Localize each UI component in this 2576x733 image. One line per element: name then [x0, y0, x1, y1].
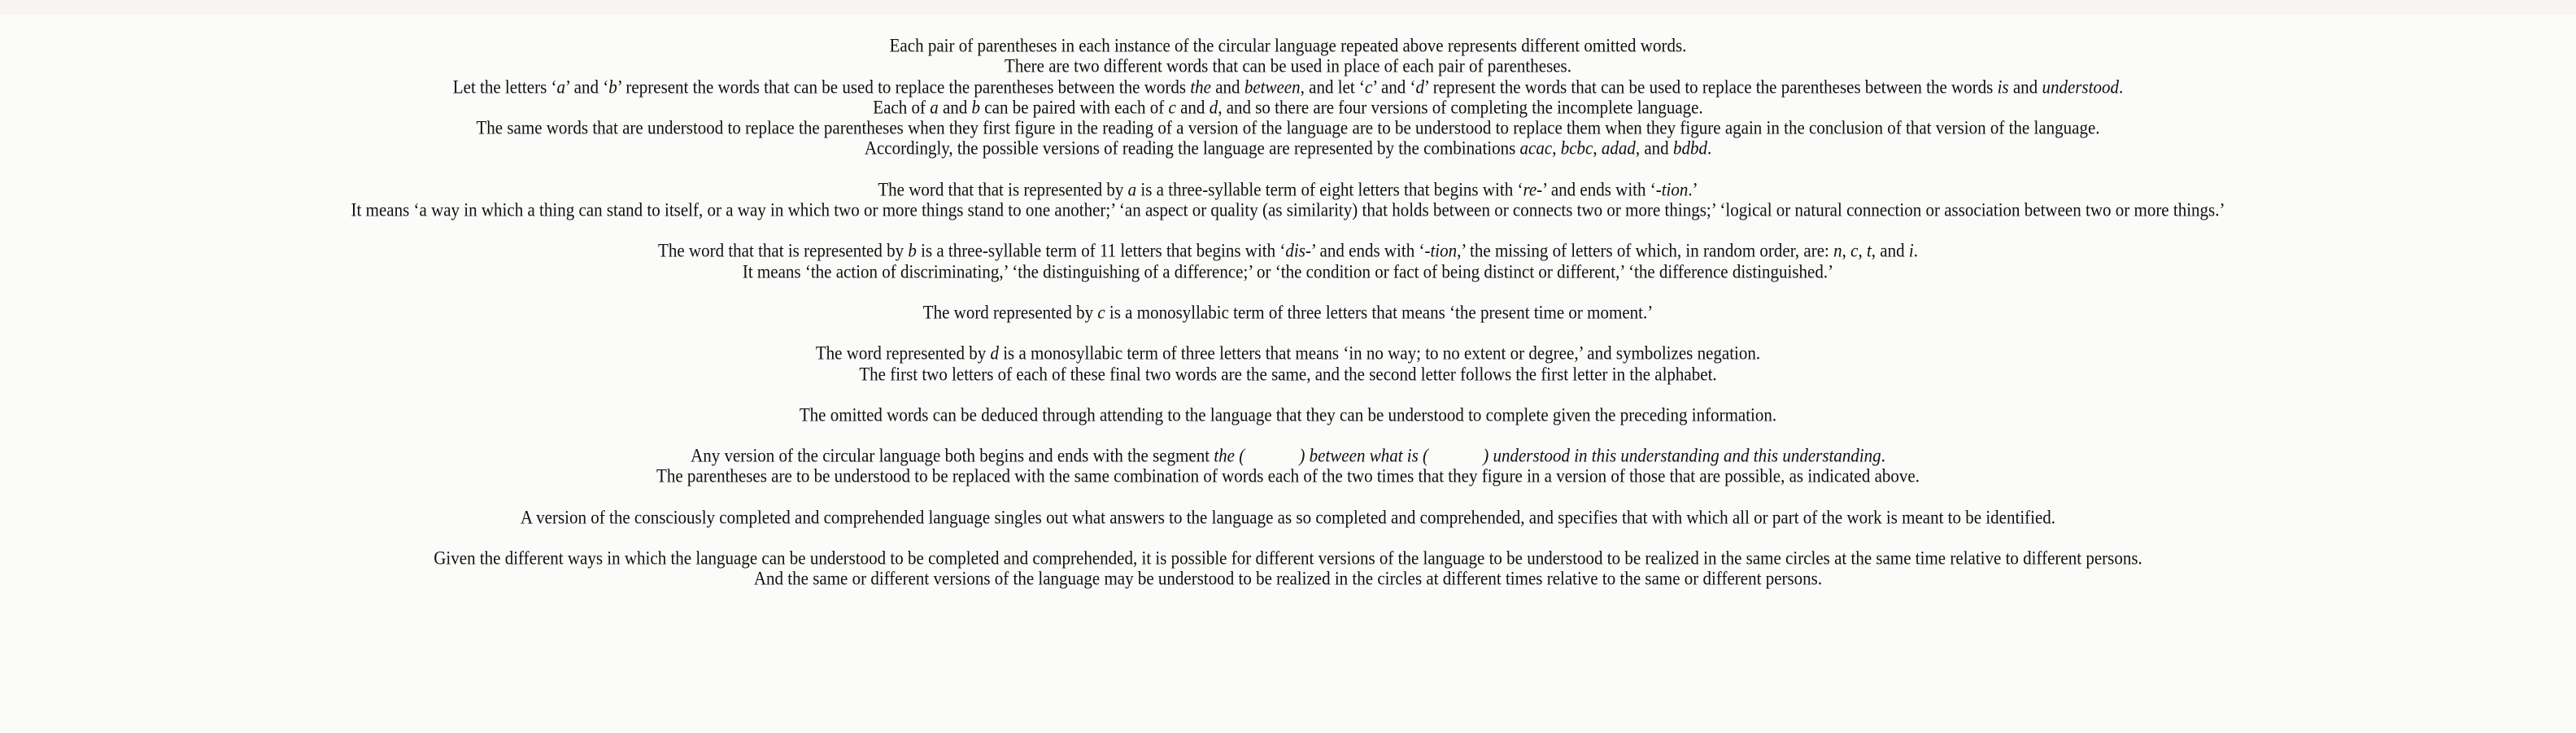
italic-text: n [1833, 240, 1842, 262]
italic-text: a [930, 96, 939, 118]
italic-text: c [1850, 240, 1859, 262]
text-segment: It means ‘a way in which a thing can stand to itself, or a way in which two or more things stand to one another;’ ‘an aspect or quality (as similarity) that holds between or connects two or more things;’ ‘logical or natural connection or association between two or more things.’ [351, 199, 2225, 220]
text-segment: , and so there are four versions of completing the incomplete language. [1218, 96, 1703, 118]
text-segment: and [938, 96, 972, 118]
paragraph [0, 36, 2576, 159]
text-segment: , and [1871, 240, 1909, 262]
text-segment: . [1706, 137, 1712, 159]
text-segment: The parentheses are to be understood to be replaced with the same combination of words each of the two times that they figure in a version of those that are possible, as indicated above. [656, 465, 1920, 487]
document-body [0, 36, 2576, 610]
text-segment: and [2008, 76, 2042, 98]
text-segment: .’ [1688, 178, 1698, 200]
text-segment: is a three-syllable term of 11 letters that begins with ‘ [916, 240, 1286, 262]
text-segment: , [1858, 240, 1867, 262]
text-segment: . [2118, 76, 2124, 98]
italic-text: re- [1523, 178, 1543, 200]
text-line [0, 465, 2576, 487]
text-segment: Given the different ways in which the language can be understood to be completed and comprehended, it is possible for different versions of the language to be understood to be realized in the same circles at the same time relative to different persons. [434, 548, 2142, 569]
text-line [0, 97, 2576, 119]
text-segment: A version of the consciously completed and comprehended language singles out what answers to the language as so completed and comprehended, and specifies that with which all or part of the work is meant to be identified. [520, 506, 2056, 528]
text-line [0, 302, 2576, 324]
text-line [0, 404, 2576, 426]
italic-text: -tion [1655, 178, 1689, 200]
text-segment: , and let ‘ [1300, 76, 1365, 98]
paragraph [0, 343, 2576, 385]
paragraph [0, 405, 2576, 425]
text-segment: and [1175, 96, 1210, 118]
text-segment: ’ and ‘ [1372, 76, 1416, 98]
text-line [0, 507, 2576, 529]
italic-text: ) between what is ( [1299, 445, 1429, 467]
text-segment: ’ represent the words that can be used to replace the parentheses between the words [617, 76, 1191, 98]
paragraph [0, 446, 2576, 487]
italic-text: dis- [1285, 240, 1311, 262]
italic-text: i [1908, 240, 1914, 262]
text-line [0, 568, 2576, 590]
text-line [0, 445, 2576, 467]
text-segment: ,’ the missing of letters of which, in random order, are: [1457, 240, 1834, 262]
italic-text: c [1168, 96, 1176, 118]
italic-text: d [1415, 76, 1425, 98]
paragraph [0, 241, 2576, 282]
italic-text: a [556, 76, 565, 98]
text-line [0, 261, 2576, 283]
text-line [0, 179, 2576, 201]
text-segment: The word that that is represented by [658, 240, 909, 262]
italic-text: ) understood in this understanding and this understanding [1483, 445, 1881, 467]
text-line [0, 240, 2576, 262]
paragraph [0, 303, 2576, 323]
paragraph [0, 180, 2576, 221]
text-line [0, 137, 2576, 159]
italic-text: b [908, 240, 917, 262]
italic-text: between [1244, 76, 1301, 98]
text-segment: The first two letters of each of these final two words are the same, and the second letter follows the first letter in the alphabet. [859, 363, 1717, 385]
text-segment: , [1552, 137, 1561, 159]
italic-text: b [608, 76, 617, 98]
text-line [0, 35, 2576, 57]
text-segment: Accordingly, the possible versions of reading the language are represented by the combinations [864, 137, 1520, 159]
text-segment: Each pair of parentheses in each instance of the circular language repeated above represents different omitted words. [889, 34, 1687, 56]
text-segment: is a three-syllable term of eight letters that begins with ‘ [1136, 178, 1523, 200]
text-segment: , [1593, 137, 1602, 159]
italic-text: -tion [1424, 240, 1458, 262]
italic-text: bcbc [1560, 137, 1593, 159]
text-segment: The omitted words can be deduced through attending to the language that they can be understood to complete given the preceding information. [799, 404, 1777, 425]
text-segment: Any version of the circular language both begins and ends with the segment [691, 445, 1214, 467]
text-segment: can be paired with each of [980, 96, 1169, 118]
text-segment: . [1913, 240, 1918, 262]
italic-text: d [990, 343, 999, 364]
text-segment: Each of [873, 96, 931, 118]
italic-text: d [1209, 96, 1218, 118]
text-line [0, 76, 2576, 98]
italic-text: t [1866, 240, 1872, 262]
text-line [0, 117, 2576, 139]
text-segment: , and [1635, 137, 1673, 159]
italic-text: b [971, 96, 981, 118]
text-segment: The word represented by [815, 343, 991, 364]
text-segment: ’ represent the words that can be used to replace the parentheses between the words [1424, 76, 1998, 98]
text-line [0, 199, 2576, 221]
text-segment: , [1842, 240, 1851, 262]
text-segment: . [1881, 445, 1885, 467]
text-segment: There are two different words that can be used in place of each pair of parentheses. [1005, 55, 1571, 77]
text-line [0, 55, 2576, 77]
text-segment: The same words that are understood to replace the parentheses when they first figure in the reading of a version of the language are to be understood to replace them when they figure again in the conclusion of that version of the language. [476, 117, 2100, 139]
text-line [0, 343, 2576, 364]
italic-text: c [1364, 76, 1373, 98]
italic-text: a [1127, 178, 1137, 200]
text-segment: ’ and ‘ [565, 76, 609, 98]
italic-text: the ( [1214, 445, 1245, 467]
text-line [0, 548, 2576, 569]
text-segment: is a monosyllabic term of three letters that means ‘the present time or moment.’ [1105, 301, 1654, 323]
italic-text: bdbd [1672, 137, 1707, 159]
paragraph [0, 548, 2576, 590]
text-segment: Let the letters ‘ [452, 76, 557, 98]
text-segment: The word that that is represented by [878, 178, 1128, 200]
text-segment: It means ‘the action of discriminating,’ ‘the distinguishing of a difference;’ or ‘the condition or fact of being distinct or different,’ ‘the difference distinguished.’ [742, 260, 1834, 282]
italic-text: is [1997, 76, 2009, 98]
text-segment: ’ and ends with ‘ [1542, 178, 1656, 200]
italic-text: the [1190, 76, 1211, 98]
italic-text: c [1097, 301, 1105, 323]
paragraph [0, 508, 2576, 528]
text-segment: ’ and ends with ‘ [1310, 240, 1425, 262]
text-segment: is a monosyllabic term of three letters that means ‘in no way; to no extent or degree,’ and symbolizes negation. [998, 343, 1761, 364]
text-segment: and [1210, 76, 1244, 98]
text-segment: And the same or different versions of the language may be understood to be realized in the circles at different times relative to the same or different persons. [753, 568, 1823, 590]
text-line [0, 364, 2576, 386]
italic-text: understood [2042, 76, 2119, 98]
italic-text: adad [1601, 137, 1636, 159]
top-bar [0, 0, 2576, 14]
text-segment: The word represented by [922, 301, 1098, 323]
italic-text: acac [1519, 137, 1553, 159]
